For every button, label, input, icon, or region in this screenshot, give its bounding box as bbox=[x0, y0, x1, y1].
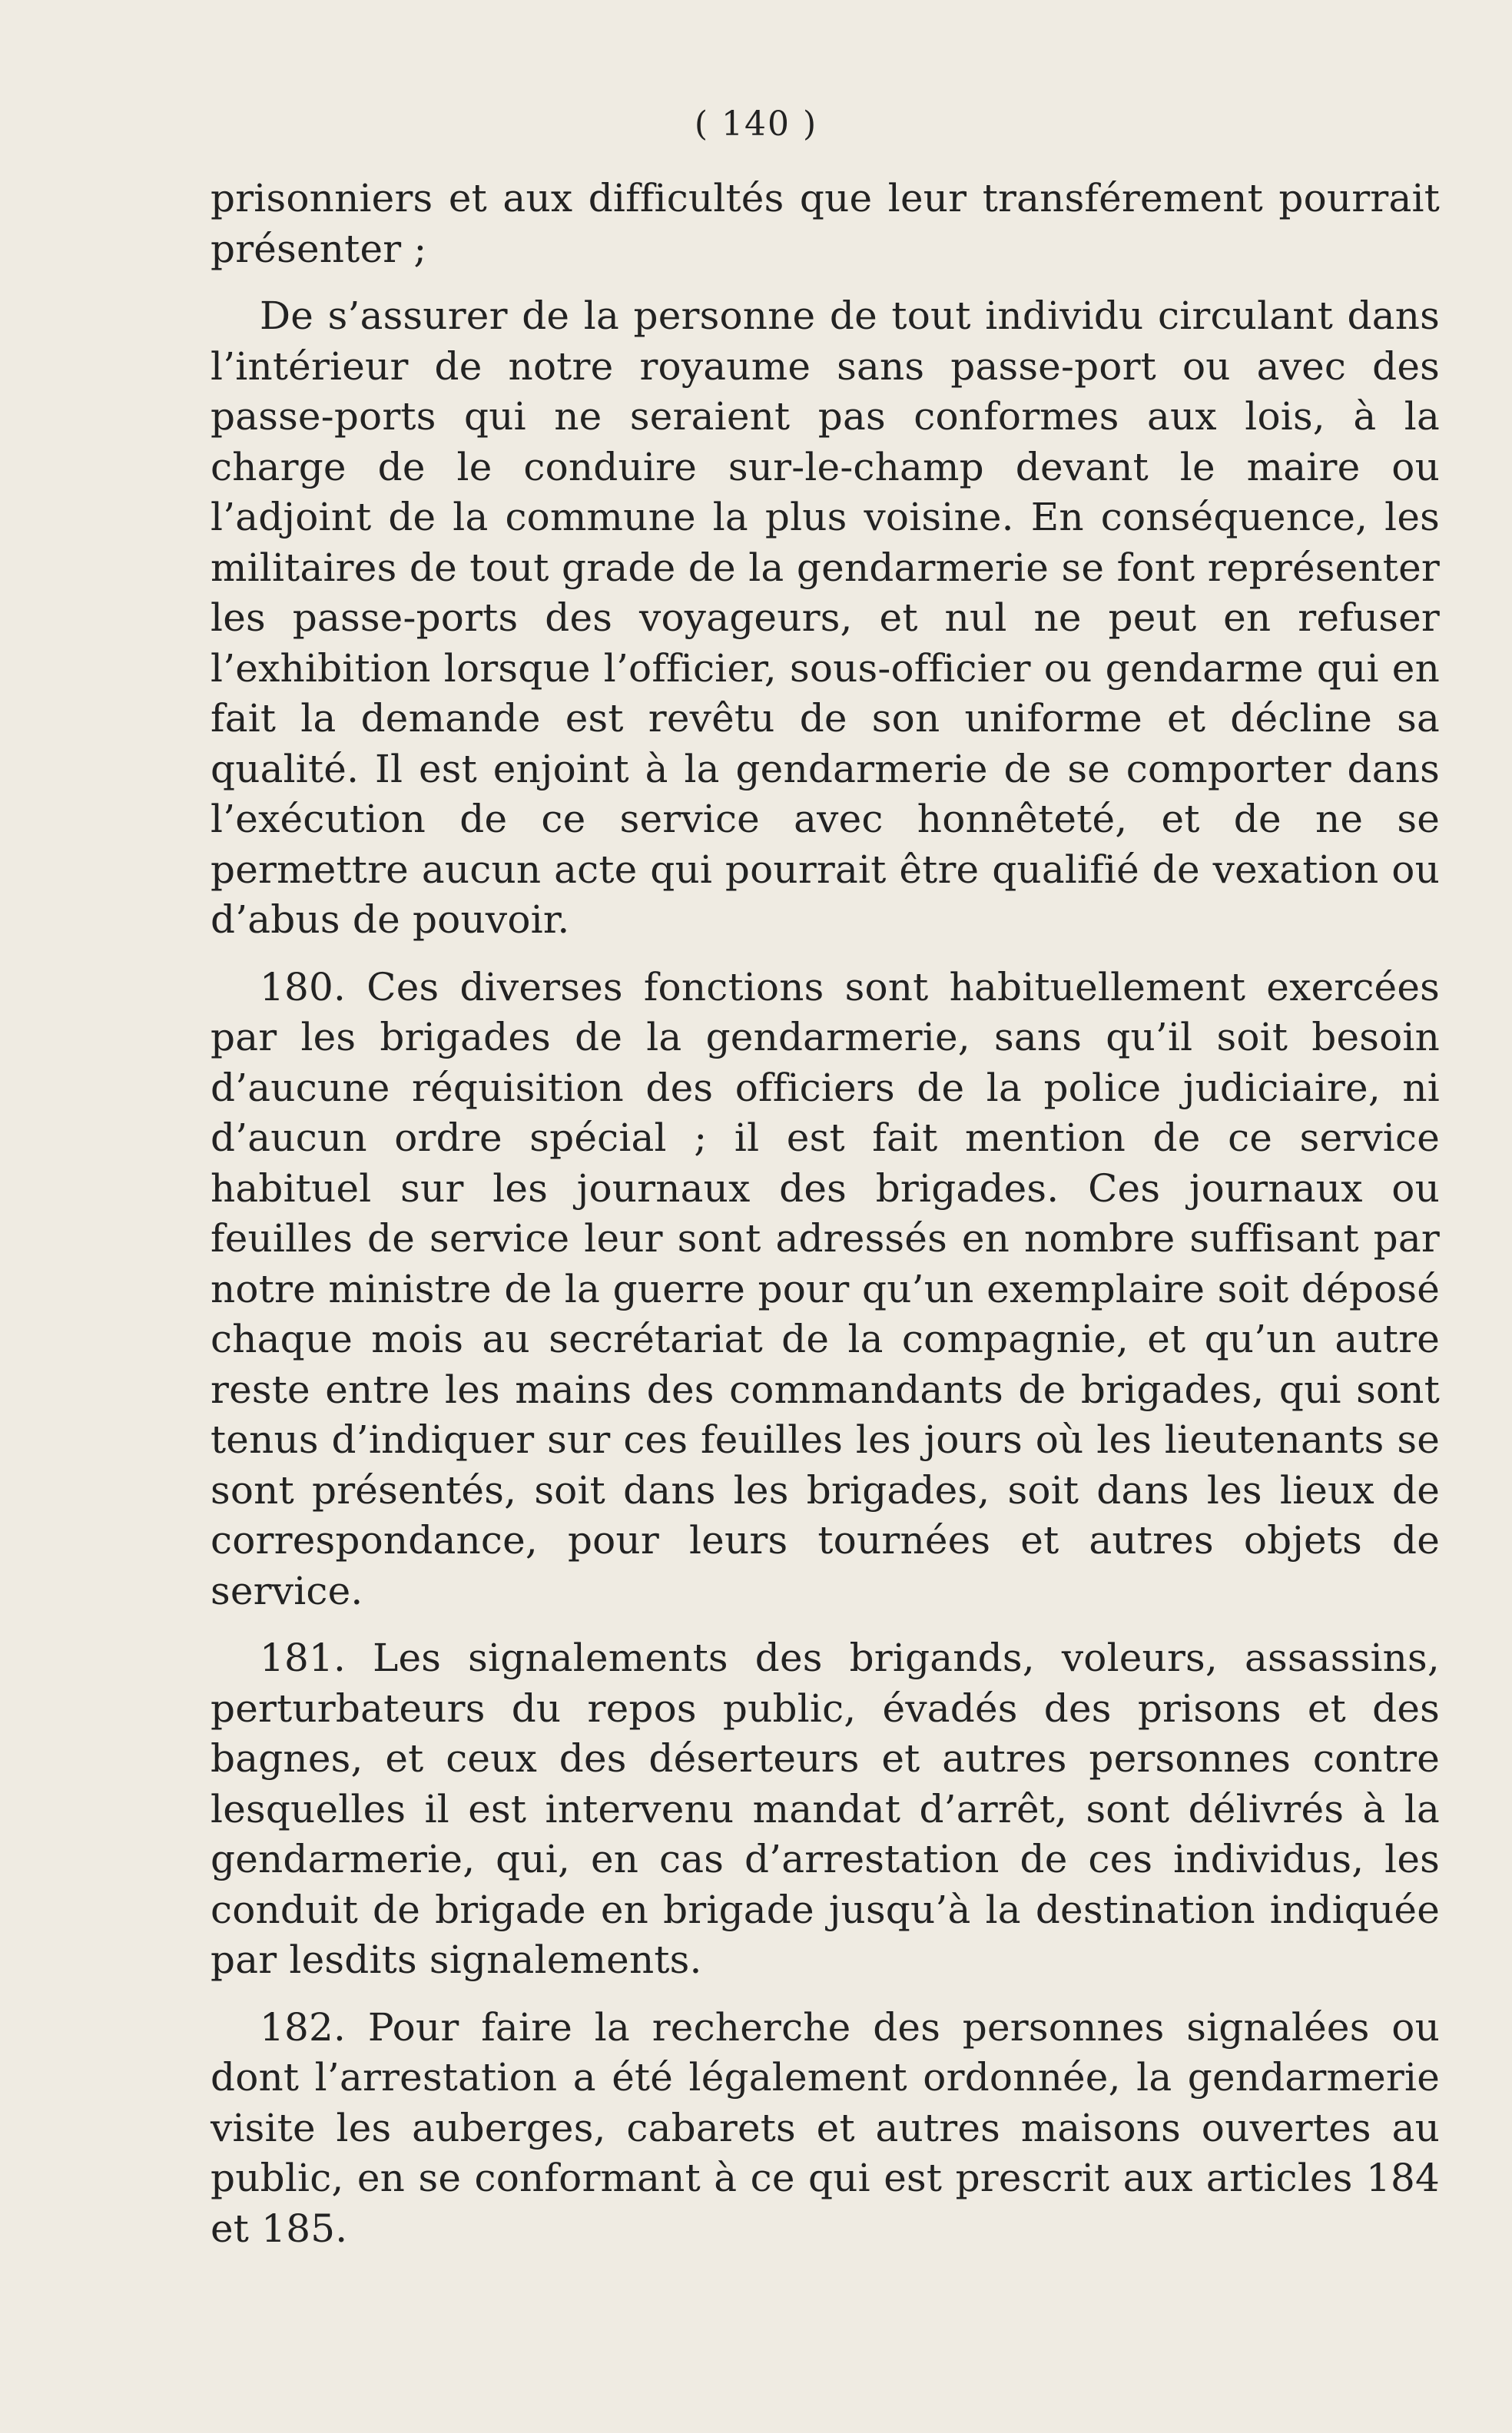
body-text bbox=[211, 174, 1440, 2254]
paragraph-article-182: 182. Pour faire la recherche des personnes signalées ou dont l’arrestation a été légalement ordonnée, la gendarmerie visite les auberges, cabarets et autres maisons ouvertes au public, en se conformant à ce qui est prescrit aux articles 184 et 185. bbox=[211, 2004, 1440, 2251]
paragraph-article-181: 181. Les signalements des brigands, voleurs, assassins, perturbateurs du repos public, évadés des prisons et des bagnes, et ceux des déserteurs et autres personnes contre lesquelles il est intervenu mandat d’arrêt, sont délivrés à la gendarmerie, qui, en cas d’arrestation de ces individus, les conduit de brigade en brigade jusqu’à la destination indiquée par lesdits signalements. bbox=[211, 1636, 1440, 1982]
paragraph-passport-checks: De s’assurer de la personne de tout individu circulant dans l’intérieur de notre royaume sans passe-port ou avec des passe-ports qui ne seraient pas conformes aux lois, à la charge de le conduire sur-le-champ devant le maire ou l’adjoint de la commune la plus voisine. En conséquence, les militaires de tout grade de la gendarmerie se font représenter les passe-ports des voyageurs, et nul ne peut en refuser l’exhibition lorsque l’officier, sous-officier ou gendarme qui en fait la demande est revêtu de son uniforme et décline sa qualité. Il est enjoint à la gendarmerie de se comporter dans l’exécution de ce service avec honnêteté, et de ne se permettre aucun acte qui pourrait être qualifié de vexation ou d’abus de pouvoir. bbox=[211, 293, 1440, 942]
paragraph-continuation: prisonniers et aux difficultés que leur transférement pourrait présenter ; bbox=[211, 176, 1440, 271]
paragraph-article-180: 180. Ces diverses fonctions sont habituellement exercées par les brigades de la gendarmerie, sans qu’il soit besoin d’aucune réquisition des officiers de la police judiciaire, ni d’aucun ordre spécial ; il est fait mention de ce service habituel sur les journaux des brigades. Ces journaux ou feuilles de service leur sont adressés en nombre suffisant par notre ministre de la guerre pour qu’un exemplaire soit déposé chaque mois au secrétariat de la compagnie, et qu’un autre reste entre les mains des commandants de brigades, qui sont tenus d’indiquer sur ces feuilles les jours où les lieutenants se sont présentés, soit dans les brigades, soit dans les lieux de correspondance, pour leurs tournées et autres objets de service. bbox=[211, 964, 1440, 1613]
page-number: ( 140 ) bbox=[694, 104, 818, 144]
